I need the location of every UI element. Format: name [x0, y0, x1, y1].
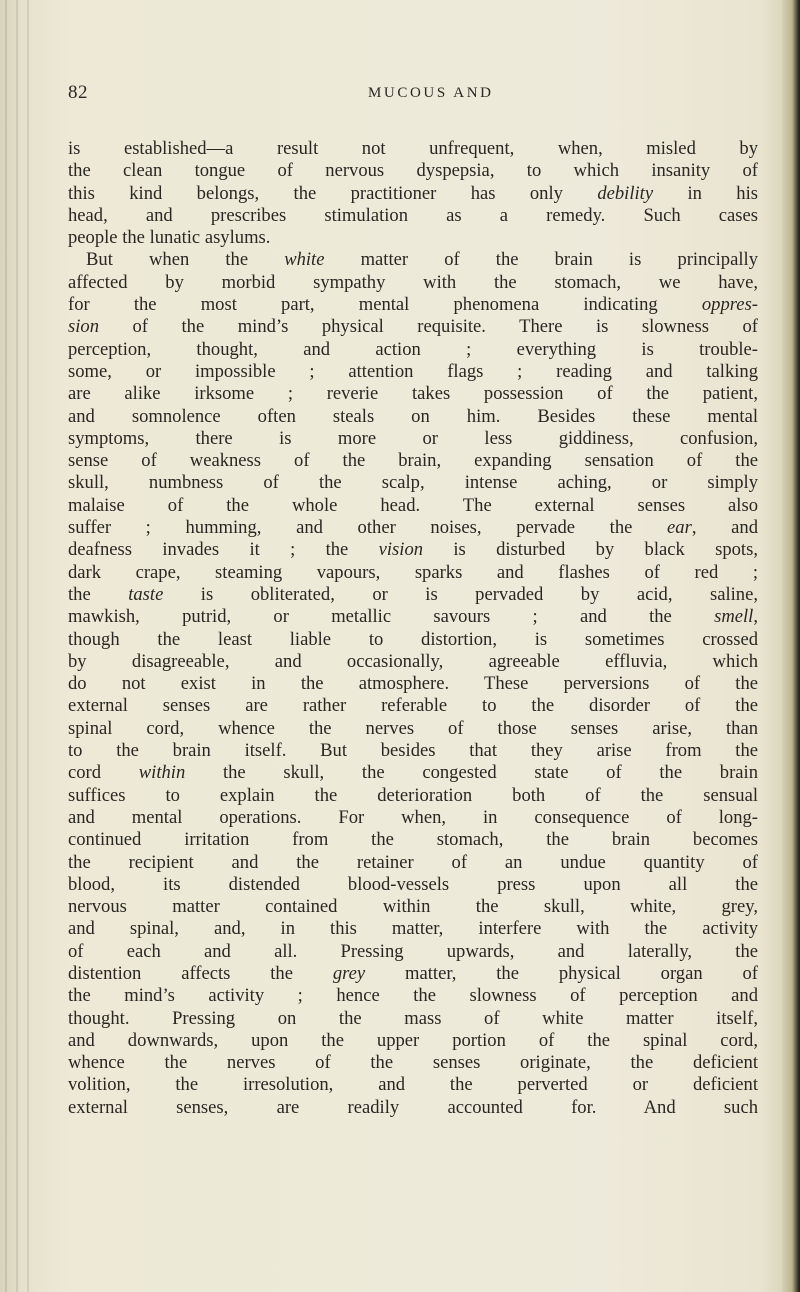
text-line: [68, 339, 758, 361]
text-segment: spinal cord, whence the nerves of those senses arise, than: [68, 717, 758, 739]
text-segment: to the brain itself. But besides that they arise from the: [68, 740, 758, 762]
text-segment: the clean tongue of nervous dyspepsia, to which insanity of: [68, 160, 758, 182]
text-segment: this kind belongs, the practitioner has only: [68, 182, 598, 204]
text-segment: matter, the physical organ of: [365, 962, 758, 984]
body-text: [68, 138, 758, 1119]
text-segment: the skull, the congested state of the brain: [185, 762, 758, 784]
text-segment: symptoms, there is more or less giddiness, confusion,: [68, 427, 758, 449]
text-segment: dark crape, steaming vapours, sparks and flashes of red ;: [68, 561, 758, 583]
running-head: [68, 82, 768, 110]
text-line: [68, 138, 758, 160]
binding-gutter: [0, 0, 34, 1292]
italic-segment: vision: [378, 539, 424, 561]
text-segment: volition, the irresolution, and the perverted or deficient: [68, 1074, 758, 1096]
text-line: [68, 539, 758, 561]
text-segment: and spinal, and, in this matter, interfere with the activity: [68, 918, 758, 940]
italic-segment: grey: [332, 962, 366, 984]
text-line: [68, 740, 758, 762]
text-segment: But when the: [86, 249, 285, 271]
text-line: [68, 1097, 758, 1119]
text-segment: malaise of the whole head. The external senses also: [68, 494, 758, 516]
text-line: [68, 428, 758, 450]
text-segment: sense of weakness of the brain, expanding sensation of the: [68, 450, 758, 472]
text-segment: whence the nerves of the senses originate, the deficient: [68, 1052, 758, 1074]
text-segment: ,: [753, 606, 758, 628]
text-segment: external senses are rather referable to the disorder of the: [68, 695, 758, 717]
text-line: [68, 673, 758, 695]
text-segment: suffices to explain the deterioration both of the sensual: [68, 784, 758, 806]
text-line: [68, 1008, 758, 1030]
text-segment: matter of the brain is principally: [324, 249, 758, 271]
italic-segment: debility: [597, 182, 654, 204]
text-segment: external senses, are readily accounted for. And such: [68, 1096, 758, 1118]
text-line: [68, 718, 758, 740]
text-segment: head, and prescribes stimulation as a remedy. Such cases: [68, 204, 758, 226]
text-line: [68, 606, 758, 628]
text-segment: cord: [68, 762, 139, 784]
text-line: [68, 249, 758, 271]
text-line: [68, 896, 758, 918]
text-line: [68, 584, 758, 606]
text-line: [68, 472, 758, 494]
italic-segment: white: [284, 249, 325, 271]
text-line: [68, 985, 758, 1007]
text-segment: by disagreeable, and occasionally, agreeable effluvia, which: [68, 650, 758, 672]
text-line: [68, 629, 758, 651]
text-segment: the: [68, 583, 129, 605]
text-line: [68, 918, 758, 940]
text-segment: of the mind’s physical requisite. There is slowness of: [99, 316, 758, 338]
text-line: [68, 874, 758, 896]
text-line: [68, 160, 758, 182]
text-line: [68, 963, 758, 985]
italic-segment: oppres-: [701, 294, 758, 316]
text-line: [68, 807, 758, 829]
text-line: [68, 651, 758, 673]
text-segment: and mental operations. For when, in consequence of long-: [68, 806, 758, 828]
text-line: [68, 829, 758, 851]
text-segment: , and: [691, 517, 758, 539]
text-line: [68, 762, 758, 784]
text-line: [68, 1030, 758, 1052]
text-segment: continued irritation from the stomach, the brain becomes: [68, 829, 758, 851]
text-line: [68, 406, 758, 428]
text-segment: and downwards, upon the upper portion of the spinal cord,: [68, 1029, 758, 1051]
text-line: [68, 227, 758, 249]
text-segment: though the least liable to distortion, is sometimes crossed: [68, 628, 758, 650]
italic-segment: within: [138, 762, 186, 784]
italic-segment: taste: [128, 583, 164, 605]
text-line: [68, 785, 758, 807]
text-segment: skull, numbness of the scalp, intense aching, or simply: [68, 472, 758, 494]
text-line: [68, 361, 758, 383]
text-segment: thought. Pressing on the mass of white matter itself,: [68, 1007, 758, 1029]
text-segment: are alike irksome ; reverie takes possession of the patient,: [68, 383, 758, 405]
page-edge-shadow: [782, 0, 800, 1292]
text-segment: nervous matter contained within the skull, white, grey,: [68, 896, 758, 918]
text-segment: perception, thought, and action ; everything is trouble-: [68, 338, 758, 360]
text-segment: for the most part, mental phenomena indicating: [68, 294, 702, 316]
text-segment: do not exist in the atmosphere. These perversions of the: [68, 673, 758, 695]
text-line: [68, 495, 758, 517]
text-segment: deafness invades it ; the: [68, 539, 379, 561]
text-line: [68, 852, 758, 874]
text-line: [68, 383, 758, 405]
italic-segment: sion: [68, 316, 99, 338]
text-segment: blood, its distended blood-vessels press upon all the: [68, 873, 758, 895]
text-segment: of each and all. Pressing upwards, and laterally, the: [68, 940, 758, 962]
text-segment: affected by morbid sympathy with the stomach, we have,: [68, 271, 758, 293]
text-segment: people the lunatic asylums.: [68, 227, 271, 249]
text-line: [68, 941, 758, 963]
italic-segment: smell: [714, 606, 754, 628]
text-segment: the mind’s activity ; hence the slowness of perception and: [68, 985, 758, 1007]
text-segment: suffer ; humming, and other noises, pervade the: [68, 517, 668, 539]
text-segment: mawkish, putrid, or metallic savours ; and the: [68, 606, 715, 628]
text-line: [68, 183, 758, 205]
text-line: [68, 517, 758, 539]
text-segment: in his: [653, 182, 758, 204]
text-segment: distention affects the: [68, 962, 333, 984]
text-line: [68, 294, 758, 316]
text-segment: and somnolence often steals on him. Besides these mental: [68, 405, 758, 427]
text-line: [68, 272, 758, 294]
text-segment: the recipient and the retainer of an undue quantity of: [68, 851, 758, 873]
text-line: [68, 562, 758, 584]
text-segment: some, or impossible ; attention flags ; reading and talking: [68, 360, 758, 382]
text-line: [68, 450, 758, 472]
text-segment: is established—a result not unfrequent, when, misled by: [68, 138, 758, 159]
text-segment: is obliterated, or is pervaded by acid, saline,: [163, 583, 758, 605]
page-number: 82: [68, 82, 88, 103]
text-segment: is disturbed by black spots,: [423, 539, 758, 561]
text-line: [68, 316, 758, 338]
text-line: [68, 205, 758, 227]
text-line: [68, 695, 758, 717]
running-title: MUCOUS AND: [368, 85, 494, 101]
italic-segment: ear: [667, 517, 692, 539]
text-line: [68, 1052, 758, 1074]
text-line: [68, 1074, 758, 1096]
